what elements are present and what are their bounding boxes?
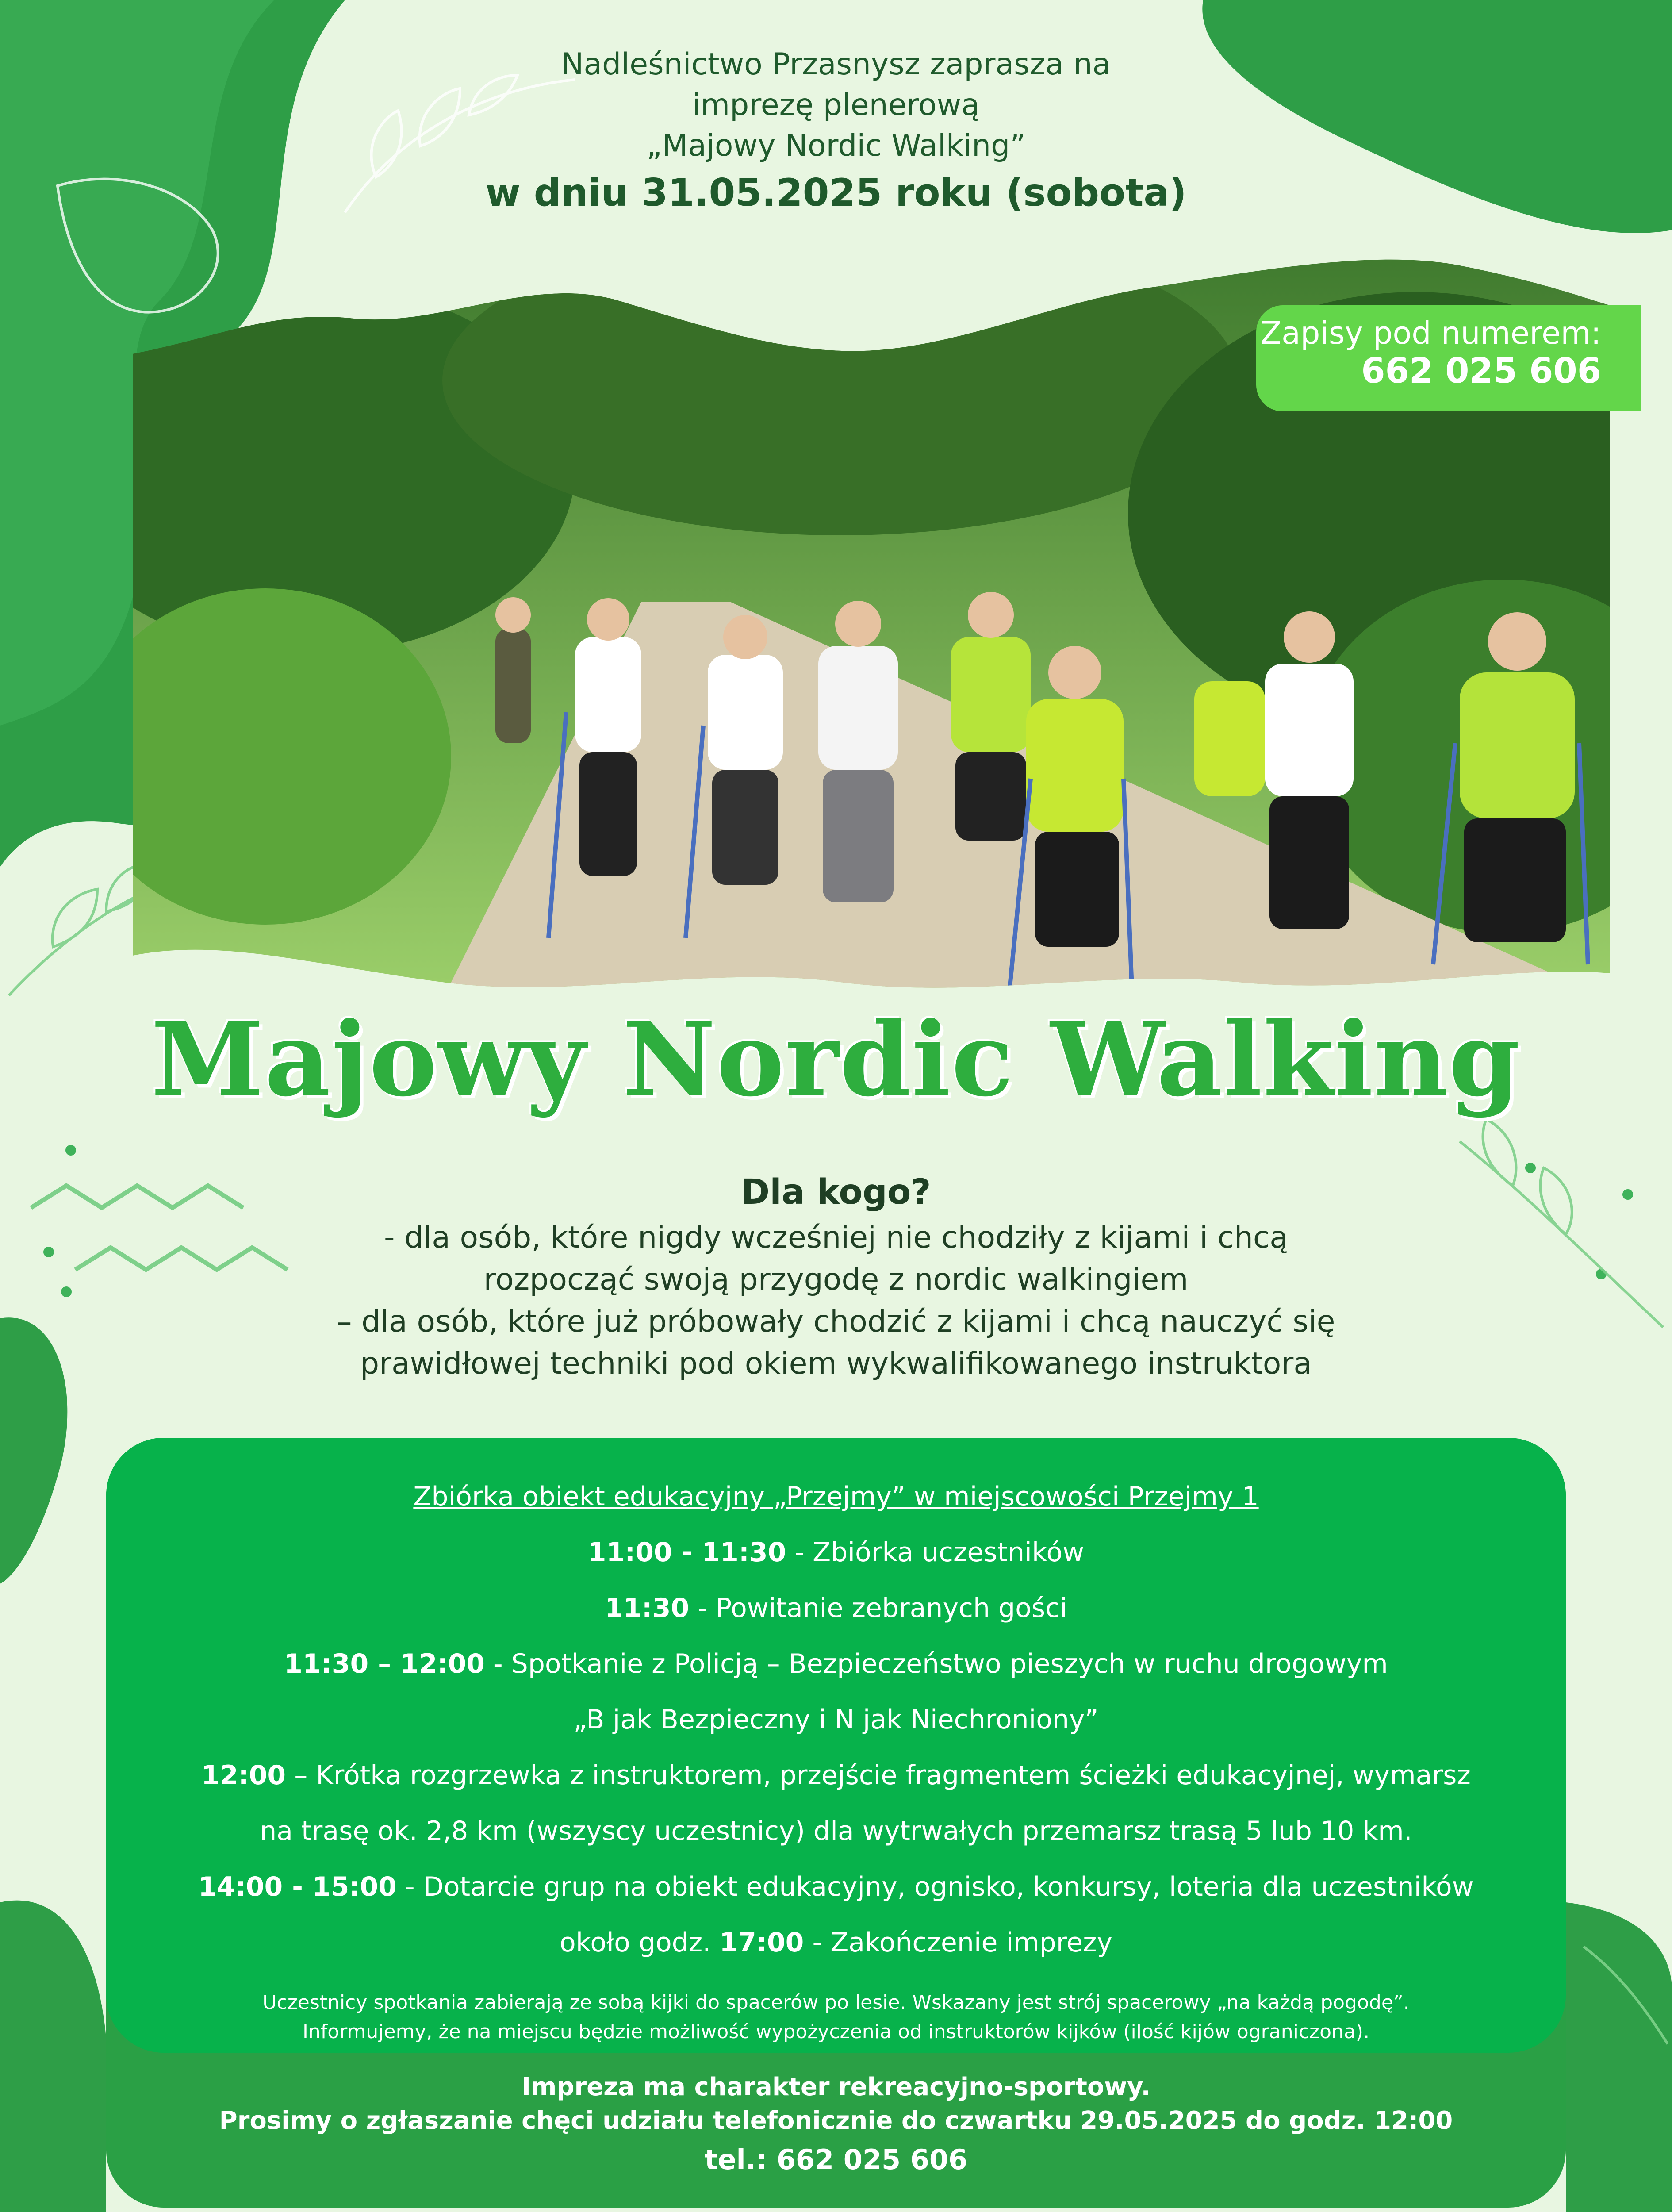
schedule-text: - Zbiórka uczestników [786, 1537, 1085, 1568]
schedule-item [115, 1580, 1557, 1636]
schedule-text: - Spotkanie z Policją – Bezpieczeństwo pieszych w ruchu drogowym [484, 1648, 1388, 1679]
audience-line: prawidłowej techniki pod okiem wykwalifikowanego instruktora [360, 1346, 1312, 1381]
schedule-item [115, 1803, 1557, 1859]
schedule-time: 11:00 - 11:30 [587, 1537, 786, 1568]
header-line-3: „Majowy Nordic Walking” [646, 128, 1026, 163]
schedule-time: 11:30 [605, 1593, 690, 1624]
event-date: w dniu 31.05.2025 roku (sobota) [485, 171, 1187, 215]
note-line: Uczestnicy spotkania zabierają ze sobą kijki do spacerów po lesie. Wskazany jest strój spacerowy „na każdą pogodę”. [262, 1991, 1410, 2014]
schedule [115, 1469, 1557, 2047]
target-audience-section [221, 1168, 1451, 1385]
schedule-time: 11:30 – 12:00 [284, 1648, 485, 1679]
header-line-1: Nadleśnictwo Przasnysz zaprasza na [561, 47, 1111, 82]
meeting-location: Zbiórka obiekt edukacyjny „Przejmy” w miejscowości Przejmy 1 [413, 1481, 1259, 1512]
schedule-item [115, 1859, 1557, 1915]
schedule-time: 12:00 [201, 1760, 286, 1791]
audience-line: – dla osób, które już próbowały chodzić z kijami i chcą nauczyć się [337, 1304, 1335, 1339]
schedule-item [115, 1692, 1557, 1747]
schedule-time: 14:00 - 15:00 [198, 1871, 397, 1902]
schedule-end-text: - Zakończenie imprezy [804, 1927, 1112, 1958]
schedule-text: „B jak Bezpieczny i N jak Niechroniony” [573, 1704, 1099, 1735]
note-line: Informujemy, że na miejscu będzie możliwość wypożyczenia od instruktorów kijków (ilość kijów ograniczona). [302, 2020, 1370, 2043]
event-title: Majowy Nordic Walking [151, 1000, 1521, 1119]
audience-line: - dla osób, które nigdy wcześniej nie chodziły z kijami i chcą [384, 1220, 1288, 1255]
equipment-note [115, 1988, 1557, 2047]
header-line-2: imprezę plenerową [692, 88, 980, 123]
registration-phone[interactable]: 662 025 606 [1361, 351, 1601, 391]
schedule-item [115, 1525, 1557, 1580]
registration-label: Zapisy pod numerem: [1260, 315, 1601, 351]
schedule-text: - Dotarcie grup na obiekt edukacyjny, ognisko, konkursy, loteria dla uczestników [396, 1871, 1474, 1902]
registration-info [115, 2070, 1557, 2182]
event-character: Impreza ma charakter rekreacyjno-sportowy. [522, 2073, 1150, 2101]
schedule-end-time: 17:00 [719, 1927, 804, 1958]
schedule-end-prefix: około godz. [560, 1927, 720, 1958]
contact-phone[interactable]: tel.: 662 025 606 [704, 2143, 968, 2176]
target-audience-heading: Dla kogo? [741, 1172, 931, 1212]
registration-badge [1256, 305, 1641, 411]
schedule-end-item [115, 1915, 1557, 1970]
registration-deadline: Prosimy o zgłaszanie chęci udziału telefonicznie do czwartku 29.05.2025 do godz. 12:00 [219, 2106, 1453, 2135]
schedule-item [115, 1747, 1557, 1803]
schedule-item [115, 1636, 1557, 1692]
audience-line: rozpocząć swoją przygodę z nordic walkingiem [483, 1262, 1189, 1297]
schedule-text: na trasę ok. 2,8 km (wszyscy uczestnicy) dla wytrwałych przemarsz trasą 5 lub 10 km. [260, 1816, 1412, 1847]
event-header [398, 44, 1274, 219]
schedule-text: - Powitanie zebranych gości [689, 1593, 1067, 1624]
schedule-text: – Krótka rozgrzewka z instruktorem, przejście fragmentem ścieżki edukacyjnej, wymarsz [286, 1760, 1471, 1791]
